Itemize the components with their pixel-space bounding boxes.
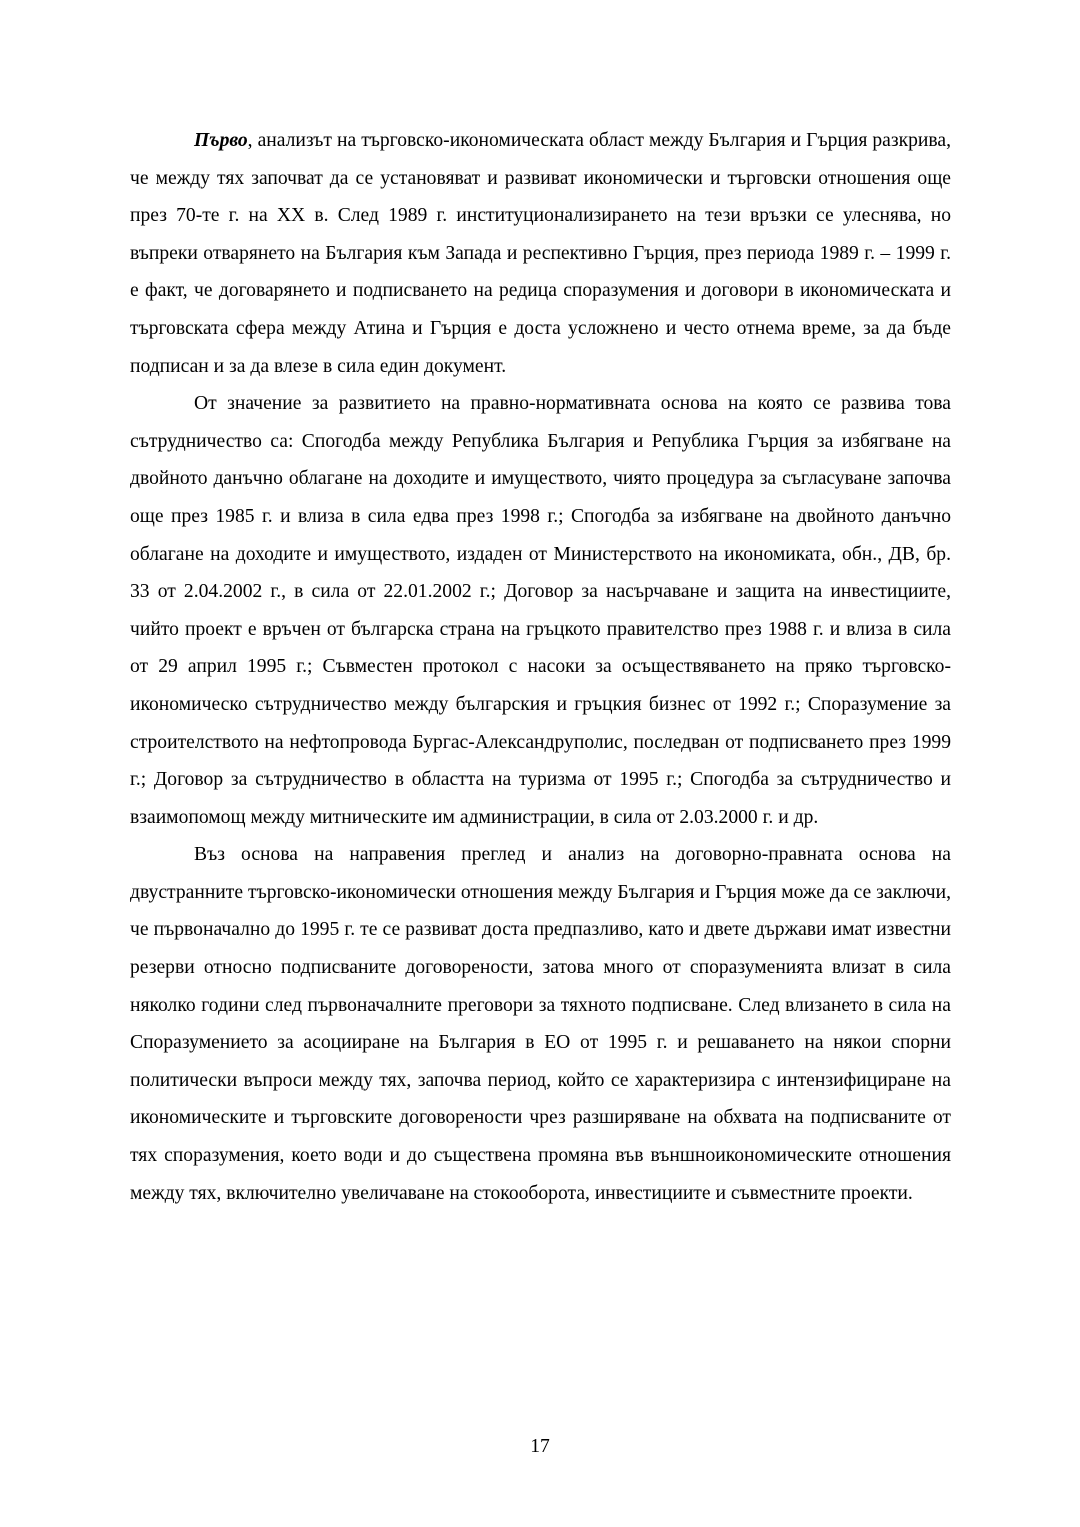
paragraph-1-text: , анализът на търговско-икономическата област между България и Гърция разкрива, че между тях започват да се установяват и развиват икономически и търговски отношения още през 70-те г. на ХХ в. След 1989 г. институционализирането на тези връзки се улеснява, но въпреки отварянето на България към Запада и респективно Гърция, през периода 1989 г. – 1999 г. е факт, че договарянето и подписването на редица споразумения и договори в икономическата и търговската сфера между Атина и Гърция е доста усложнено и често отнема време, за да бъде подписан и за да влезе в сила един документ. xyxy=(130,130,951,377)
body-text xyxy=(130,122,951,1212)
page-number: 17 xyxy=(530,1436,550,1457)
paragraph-1 xyxy=(130,122,951,385)
paragraph-3 xyxy=(130,836,951,1212)
paragraph-3-text: Въз основа на направения преглед и анализ на договорно-правната основа на двустранните търговско-икономически отношения между България и Гърция може да се заключи, че първоначално до 1995 г. те се развиват доста предпазливо, като и двете държави имат известни резерви относно подписваните договорености, затова много от споразуменията влизат в сила няколко години след първоначалните преговори за тяхното подписване. След влизането в сила на Споразумението за асоцииране на България в ЕО от 1995 г. и решаването на някои спорни политически въпроси между тях, започва период, който се характеризира с интензифициране на икономическите и търговските договорености чрез разширяване на обхвата на подписваните от тях споразумения, което води и до съществена промяна във външноикономическите отношения между тях, включително увеличаване на стокооборота, инвестициите и съвместните проекти. xyxy=(130,844,951,1204)
paragraph-2-text: От значение за развитието на правно-нормативната основа на която се развива това сътрудничество са: Спогодба между Република България и Република Гърция за избягване на двойното данъчно облагане на доходите и имуществото, чиято процедура за съгласуване започва още през 1985 г. и влиза в сила едва през 1998 г.; Спогодба за избягване на двойното данъчно облагане на доходите и имуществото, издаден от Министерството на икономиката, обн., ДВ, бр. 33 от 2.04.2002 г., в сила от 22.01.2002 г.; Договор за насърчаване и защита на инвестициите, чийто проект е връчен от българска страна на гръцкото правителство през 1988 г. и влиза в сила от 29 април 1995 г.; Съвместен протокол с насоки за осъществяването на пряко търговско-икономическо сътрудничество между българския и гръцкия бизнес от 1992 г.; Споразумение за строителството на нефтопровода Бургас-Александруполис, последван от подписването през 1999 г.; Договор за сътрудничество в областта на туризма от 1995 г.; Спогодба за сътрудничество и взаимопомощ между митническите им администрации, в сила от 2.03.2000 г. и др. xyxy=(130,393,951,828)
paragraph-1-lead: Първо xyxy=(194,130,248,151)
paragraph-2 xyxy=(130,385,951,836)
